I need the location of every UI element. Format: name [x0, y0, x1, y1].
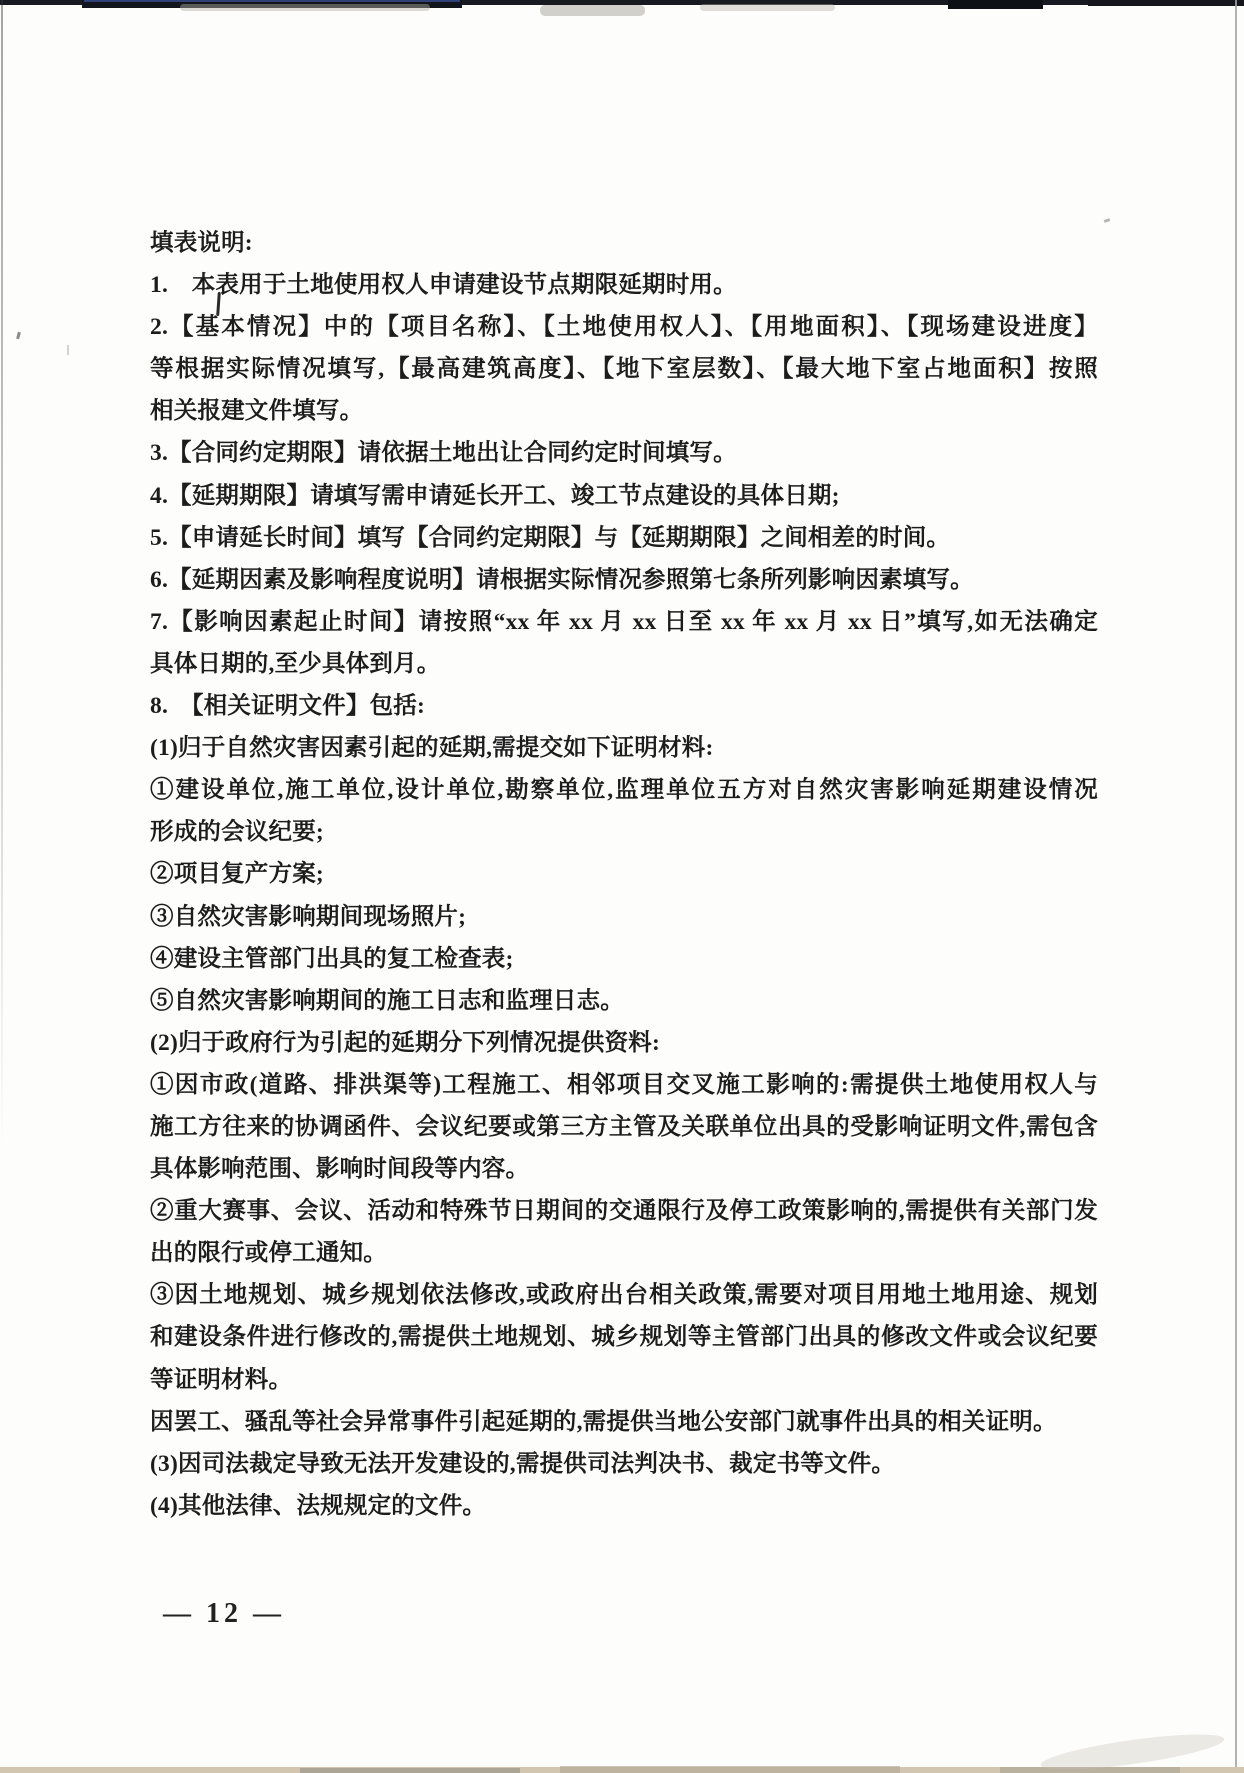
text-line: 7.【影响因素起止时间】请按照“xx 年 xx 月 xx 日至 xx 年 xx 月 xx 日”填写,如无法确定: [150, 608, 1098, 635]
scan-speck-artifact: [67, 345, 69, 355]
text-line: ⑤自然灾害影响期间的施工日志和监理日志。: [150, 987, 624, 1014]
text-line: ①建设单位,施工单位,设计单位,勘察单位,监理单位五方对自然灾害影响延期建设情况: [150, 777, 1098, 804]
text-line: (1)归于自然灾害因素引起的延期,需提交如下证明材料:: [150, 735, 714, 762]
scan-bottom-patch-artifact: [560, 1766, 900, 1773]
text-line: 形成的会议纪要;: [150, 819, 324, 846]
text-line: 5.【申请延长时间】填写【合同约定期限】与【延期期限】之间相差的时间。: [150, 524, 951, 551]
scan-top-edge-right-artifact: [1088, 0, 1244, 6]
text-line: 1. 本表用于土地使用权人申请建设节点期限延期时用。: [150, 272, 737, 299]
text-line: 2.【基本情况】中的【项目名称】、【土地使用权人】、【用地面积】、【现场建设进度】: [150, 314, 1098, 341]
text-line: (4)其他法律、法规规定的文件。: [150, 1492, 487, 1519]
text-line: 等根据实际情况填写,【最高建筑高度】、【地下室层数】、【最大地下室占地面积】按照: [150, 356, 1098, 383]
scan-top-edge-blue-artifact: [84, 0, 460, 2]
text-line: 出的限行或停工通知。: [150, 1240, 387, 1267]
scan-speck-artifact: [1104, 218, 1111, 223]
text-line: 6.【延期因素及影响程度说明】请根据实际情况参照第七条所列影响因素填写。: [150, 566, 974, 593]
scan-smudge-artifact: [700, 4, 835, 11]
text-line: 填表说明:: [150, 230, 253, 256]
text-line: 因罢工、骚乱等社会异常事件引起延期的,需提供当地公安部门就事件出具的相关证明。: [150, 1408, 1057, 1435]
text-line: 和建设条件进行修改的,需提供土地规划、城乡规划等主管部门出具的修改文件或会议纪要: [150, 1324, 1098, 1351]
text-line: ③自然灾害影响期间现场照片;: [150, 903, 467, 930]
text-line: 相关报建文件填写。: [150, 398, 364, 425]
text-line: 3.【合同约定期限】请依据土地出让合同约定时间填写。: [150, 440, 737, 467]
scan-top-edge-bulge-artifact: [948, 0, 1043, 9]
scan-smudge-artifact: [180, 4, 430, 11]
text-line: ②项目复产方案;: [150, 861, 324, 888]
text-line: 4.【延期期限】请填写需申请延长开工、竣工节点建设的具体日期;: [150, 482, 840, 509]
text-line: (2)归于政府行为引起的延期分下列情况提供资料:: [150, 1029, 661, 1056]
text-line: (3)因司法裁定导致无法开发建设的,需提供司法判决书、裁定书等文件。: [150, 1450, 896, 1477]
text-line: ④建设主管部门出具的复工检查表;: [150, 945, 514, 972]
scan-right-edge-artifact: [1235, 0, 1237, 1773]
text-line: 具体日期的,至少具体到月。: [150, 650, 441, 677]
text-line: ③因土地规划、城乡规划依法修改,或政府出台相关政策,需要对项目用地土地用途、规划: [150, 1282, 1098, 1309]
document-body: [150, 222, 1098, 1527]
text-line: ②重大赛事、会议、活动和特殊节日期间的交通限行及停工政策影响的,需提供有关部门发: [150, 1198, 1098, 1225]
text-line: 8. 【相关证明文件】包括:: [150, 693, 426, 720]
page-number: — 12 —: [163, 1598, 285, 1629]
text-line: 具体影响范围、影响时间段等内容。: [150, 1156, 530, 1183]
scan-left-edge-artifact: [1, 0, 3, 1150]
scan-bottom-patch-artifact: [300, 1768, 520, 1773]
text-line: ①因市政(道路、排洪渠等)工程施工、相邻项目交叉施工影响的:需提供土地使用权人与: [150, 1071, 1098, 1098]
text-line: 等证明材料。: [150, 1366, 293, 1393]
scan-smudge-artifact: [540, 5, 645, 16]
text-line: 施工方往来的协调函件、会议纪要或第三方主管及关联单位出具的受影响证明文件,需包含: [150, 1113, 1098, 1140]
scan-speck-artifact: [16, 332, 21, 340]
